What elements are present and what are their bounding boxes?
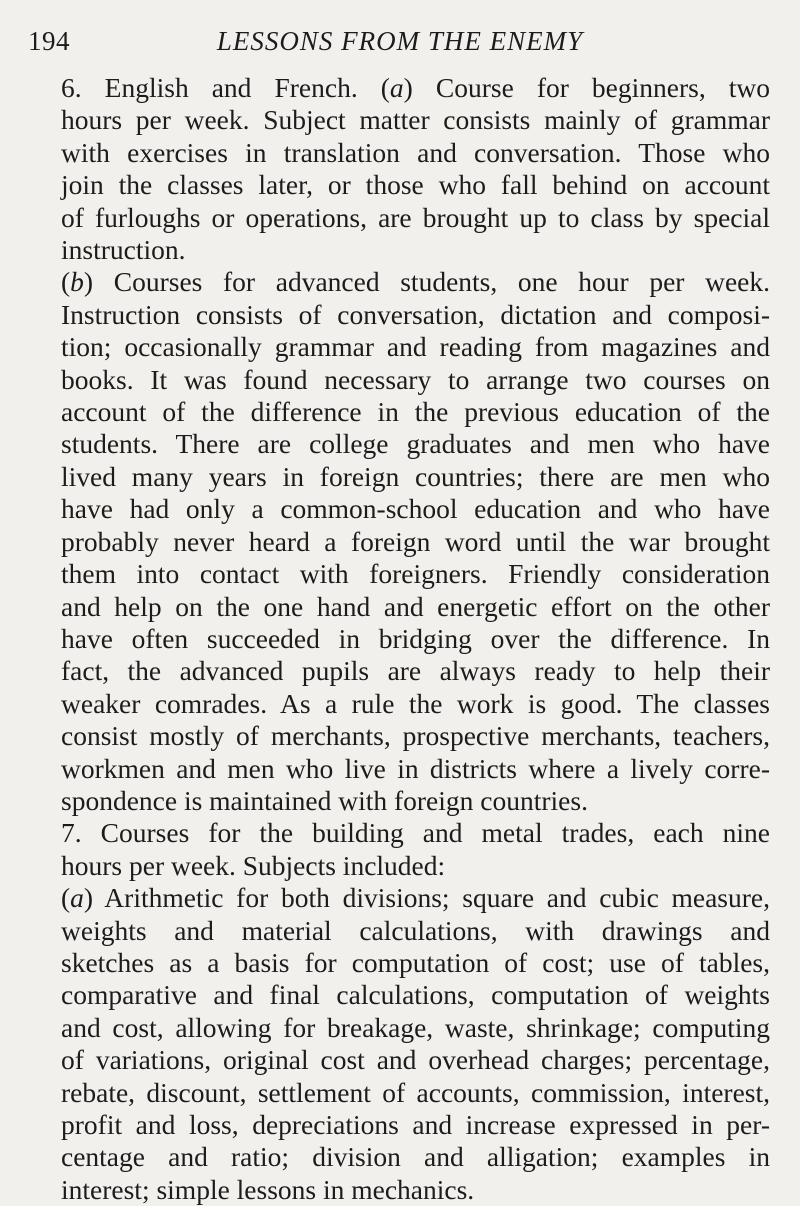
text-line: instruction. (61, 234, 186, 266)
text-line: fact, the advanced pupils are always ready to help their (61, 655, 770, 687)
text-line: centage and ratio; division and alligation; examples in (61, 1141, 770, 1173)
text-line: interest; simple lessons in mechanics. (61, 1173, 475, 1205)
text-line: workmen and men who live in districts where a lively corre- (61, 752, 770, 784)
text-line: of furloughs or operations, are brought up to class by special (61, 201, 770, 233)
text-line: probably never heard a foreign word until the war brought (61, 525, 770, 557)
text-line: lived many years in foreign countries; there are men who (61, 460, 770, 492)
text-line: spondence is maintained with foreign countries. (61, 784, 588, 816)
page-number: 194 (28, 26, 70, 56)
text-line: have often succeeded in bridging over the difference. In (61, 622, 770, 654)
text-line: (b) Courses for advanced students, one hour per week. (61, 266, 770, 298)
text-line: students. There are college graduates and men who have (61, 428, 770, 460)
text-line: and cost, allowing for breakage, waste, shrinkage; computing (61, 1011, 770, 1043)
text-line: consist mostly of merchants, prospective merchants, teachers, (61, 720, 770, 752)
text-line: them into contact with foreigners. Friendly consideration (61, 558, 770, 590)
text-line: rebate, discount, settlement of accounts, commission, interest, (61, 1076, 770, 1108)
text-line: 6. English and French. (a) Course for beginners, two (61, 72, 770, 103)
paragraph (61, 817, 770, 882)
text-line: weaker comrades. As a rule the work is good. The classes (61, 687, 770, 719)
paragraph (61, 266, 770, 817)
text-line: Instruction consists of conversation, dictation and composi- (61, 298, 770, 330)
text-line: have had only a common-school education and who have (61, 493, 770, 525)
running-head (0, 18, 800, 58)
text-line: account of the difference in the previous education of the (61, 396, 770, 428)
text-line: weights and material calculations, with drawings and (61, 914, 770, 946)
paragraph (61, 72, 770, 266)
text-line: comparative and final calculations, computation of weights (61, 979, 770, 1011)
text-line: and help on the one hand and energetic effort on the other (61, 590, 770, 622)
text-line: 7. Courses for the building and metal trades, each nine (61, 817, 770, 849)
body-text (61, 72, 770, 1206)
text-line: (a) Arithmetic for both divisions; square and cubic measure, (61, 882, 770, 914)
text-line: sketches as a basis for computation of cost; use of tables, (61, 946, 770, 978)
text-line: of variations, original cost and overhead charges; percentage, (61, 1044, 770, 1076)
text-line: profit and loss, depreciations and increase expressed in per- (61, 1109, 770, 1140)
text-line: with exercises in translation and conversation. Those who (61, 136, 770, 168)
text-line: hours per week. Subjects included: (61, 849, 446, 881)
text-line: join the classes later, or those who fall behind on account (61, 169, 770, 201)
text-line: tion; occasionally grammar and reading from magazines and (61, 331, 770, 363)
text-line: hours per week. Subject matter consists mainly of grammar (61, 104, 770, 136)
running-head-title: LESSONS FROM THE ENEMY (216, 26, 584, 56)
paragraph (61, 882, 770, 1206)
text-line: books. It was found necessary to arrange two courses on (61, 363, 770, 395)
